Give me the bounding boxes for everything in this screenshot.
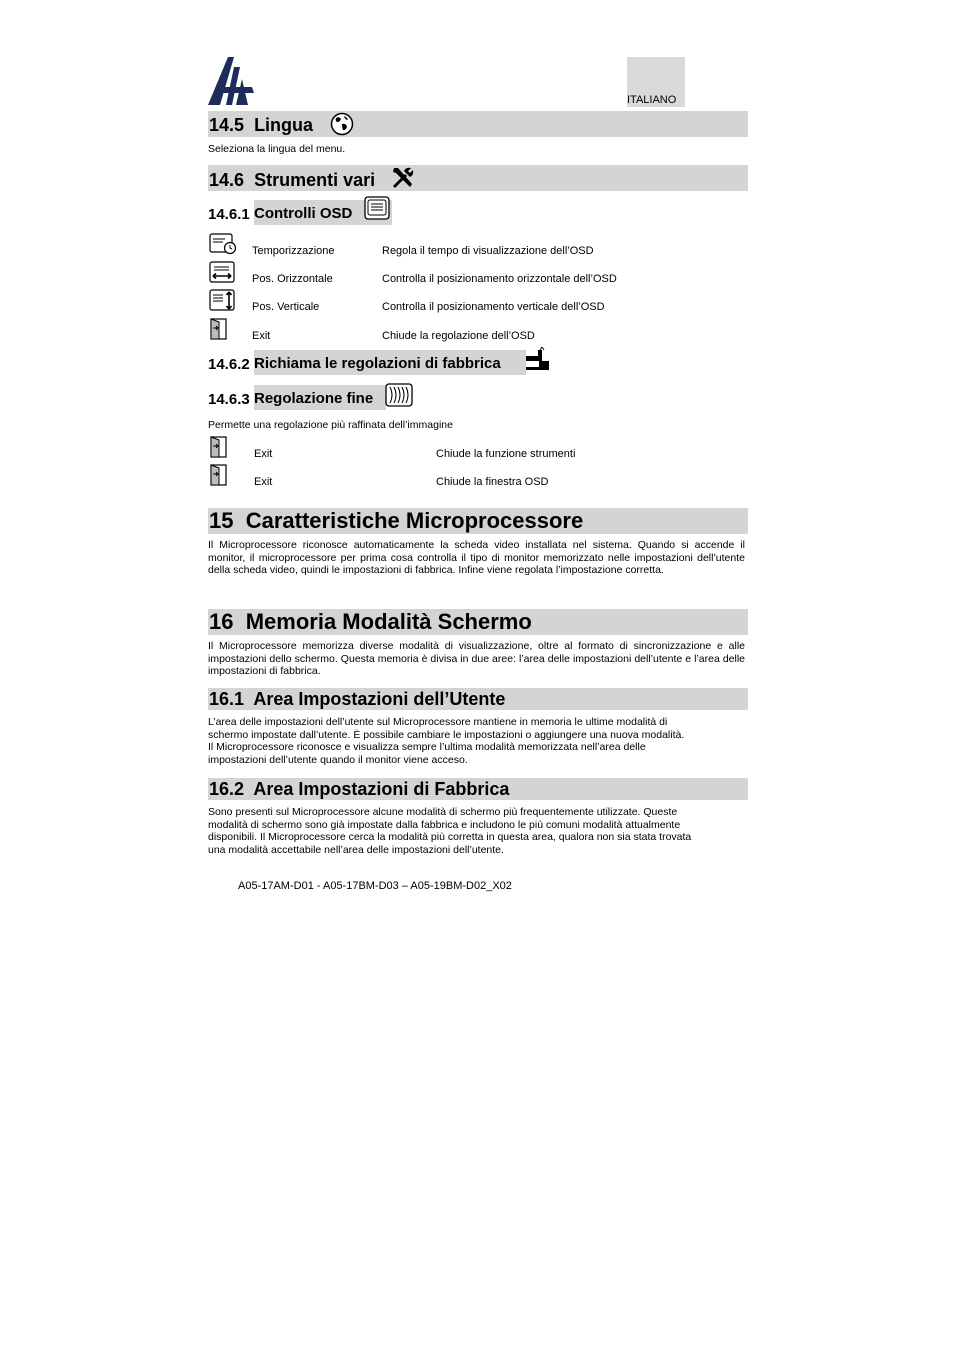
section-16-2-text xyxy=(208,806,745,856)
section-title: Controlli OSD xyxy=(254,205,353,222)
row-description: Controlla il posizionamento verticale dell’OSD xyxy=(382,301,605,313)
row-description: Chiude la regolazione dell’OSD xyxy=(382,330,535,342)
section-title: Memoria Modalità Schermo xyxy=(245,609,532,634)
section-16-text: Il Microprocessore memorizza diverse modalità di visualizzazione, oltre al formato di sincronizzazione e alle impostazioni dello schermo. Questa memoria è divisa in due aree: l’area delle impostazioni dell’utente e l’area delle impostazioni di fabbrica. xyxy=(208,640,745,677)
row-label: Exit xyxy=(252,330,271,342)
row-description: Controlla il posizionamento orizzontale dell’OSD xyxy=(382,273,617,285)
section-14-6-2-heading xyxy=(254,350,526,375)
exit-door-icon xyxy=(209,318,229,340)
section-14-5-text: Seleziona la lingua del menu. xyxy=(208,143,346,155)
text-line: una modalità accettabile nell’area delle impostazioni dell’utente. xyxy=(208,843,504,856)
section-number: 14.6 xyxy=(209,170,245,190)
text-line: L’area delle impostazioni dell’utente sul Microprocessore mantiene in memoria le ultime modalità di xyxy=(208,716,668,728)
section-14-6-3-heading xyxy=(254,385,386,410)
language-label: ITALIANO xyxy=(627,94,677,106)
text-line: schermo impostate dall’utente. È possibile cambiare le impostazioni o aggiungere una nuova modalità. xyxy=(208,728,685,741)
tools-icon xyxy=(390,165,416,191)
section-14-6-heading xyxy=(208,165,748,191)
section-number: 16.2 xyxy=(209,779,245,799)
row-description: Chiude la funzione strumenti xyxy=(436,448,576,460)
footer-model-codes: A05-17AM-D01 - A05-17BM-D03 – A05-19BM-D02_X02 xyxy=(238,880,512,892)
row-label: Exit xyxy=(254,476,273,488)
section-number: 15 xyxy=(209,508,234,533)
section-title: Area Impostazioni dell’Utente xyxy=(253,689,506,709)
section-14-6-3-text: Permette una regolazione più raffinata dell’immagine xyxy=(208,419,453,431)
section-number: 14.5 xyxy=(209,115,245,135)
section-16-1-text xyxy=(208,716,745,766)
osd-vertical-icon xyxy=(209,289,237,313)
osd-horizontal-icon xyxy=(209,261,237,283)
text-line: Sono presenti sul Microprocessore alcune modalità di schermo più frequentemente utilizzate. Queste xyxy=(208,806,678,818)
section-title: Area Impostazioni di Fabbrica xyxy=(253,779,510,799)
fine-tune-icon xyxy=(385,383,413,407)
section-16-2-heading xyxy=(208,778,748,800)
section-title: Regolazione fine xyxy=(254,390,374,407)
section-15-heading xyxy=(208,508,748,534)
globe-icon xyxy=(330,112,354,136)
section-16-heading xyxy=(208,609,748,635)
section-title: Caratteristiche Microprocessore xyxy=(245,508,584,533)
atlantis-logo-icon xyxy=(208,57,254,105)
osd-timer-icon xyxy=(209,233,237,255)
section-number-14-6-3: 14.6.3 xyxy=(208,391,250,408)
row-label: Pos. Verticale xyxy=(252,301,320,313)
section-14-5-heading xyxy=(208,111,748,137)
section-title: Strumenti vari xyxy=(254,170,376,190)
exit-door-icon xyxy=(209,436,229,458)
row-description: Chiude la finestra OSD xyxy=(436,476,549,488)
row-label: Temporizzazione xyxy=(252,245,335,257)
text-line: modalità di schermo sono già impostate dalla fabbrica e includono le più comuni modalità attualmente xyxy=(208,818,681,831)
text-line: Il Microprocessore riconosce e visualizza sempre l’ultima modalità memorizzata nell’area delle xyxy=(208,741,646,753)
text-line: impostazioni dell’utente quando il monitor viene acceso. xyxy=(208,753,468,766)
text-line: disponibili. Il Microprocessore cerca la modalità più corretta in questa area, qualora non sia stata trovata xyxy=(208,831,692,843)
section-16-1-heading xyxy=(208,688,748,710)
section-15-text: Il Microprocessore riconosce automaticamente la scheda video installata nel sistema. Quando si accende il monitor, il microprocessore per prima cosa controlla il tipo di monitor memorizzato nelle impostazioni dell’utente della scheda video, quindi le impostazioni di fabbrica. Infine viene regolata l’impostazione corretta. xyxy=(208,539,745,576)
exit-door-icon xyxy=(209,464,229,486)
section-title: Richiama le regolazioni di fabbrica xyxy=(254,355,501,372)
section-number-14-6-2: 14.6.2 xyxy=(208,356,250,373)
section-number: 16 xyxy=(209,609,234,634)
section-number-14-6-1: 14.6.1 xyxy=(208,206,250,223)
row-label: Exit xyxy=(254,448,273,460)
section-title: Lingua xyxy=(254,115,314,135)
row-label: Pos. Orizzontale xyxy=(252,273,333,285)
factory-icon xyxy=(526,347,550,371)
row-description: Regola il tempo di visualizzazione dell’OSD xyxy=(382,245,594,257)
osd-icon xyxy=(364,196,390,220)
section-number: 16.1 xyxy=(209,689,245,709)
language-box xyxy=(627,57,685,107)
